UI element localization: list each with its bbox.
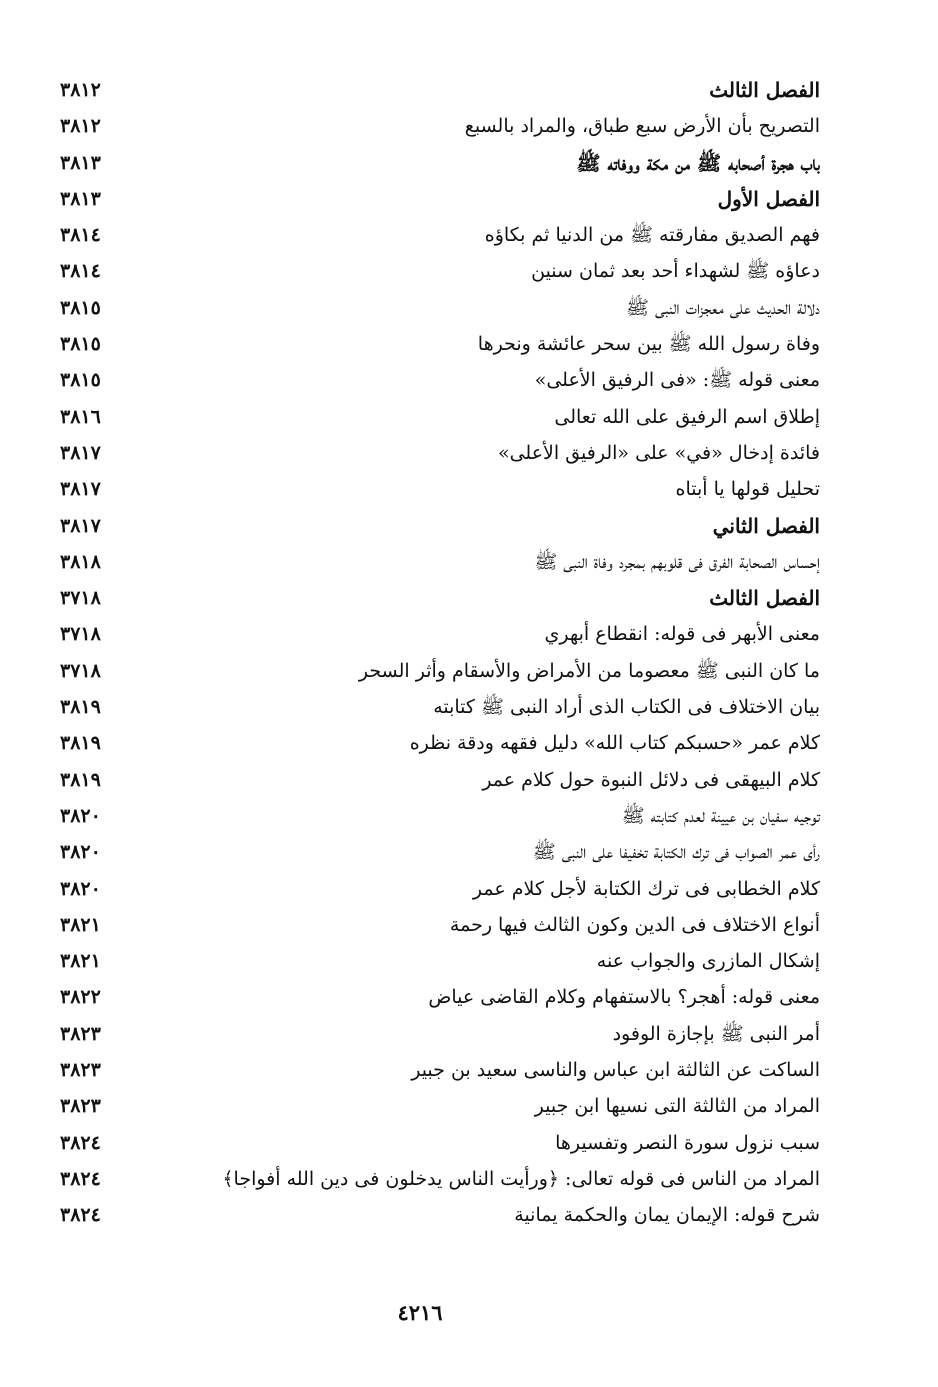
entry-title: رأى عمر الصواب فى ترك الكتابة تخفيفا على النبى ﷺ — [532, 841, 820, 864]
entry-title: المراد من الناس فى قوله تعالى: ﴿ورأيت الناس يدخلون فى دين الله أفواجا﴾ — [222, 1167, 820, 1190]
entry-page-number: ٣٨١٩ — [60, 732, 101, 755]
entry-title: أمر النبى ﷺ بإجازة الوفود — [612, 1022, 820, 1045]
toc-entry — [60, 108, 820, 144]
entry-title: معنى قوله ﷺ: «فى الرفيق الأعلى» — [534, 369, 820, 392]
entry-title: المراد من الثالثة التى نسيها ابن جبير — [534, 1095, 820, 1118]
entry-page-number: ٣٧١٨ — [60, 659, 101, 682]
entry-page-number: ٣٨٢٣ — [60, 1022, 101, 1045]
toc-entry — [60, 1125, 820, 1161]
toc-entry — [60, 544, 820, 580]
section-heading: الفصل الثالث — [709, 78, 820, 102]
toc-entry — [60, 1016, 820, 1052]
toc-entry — [60, 798, 820, 834]
entry-page-number: ٣٨١٤ — [60, 224, 101, 247]
toc-entry — [60, 181, 820, 217]
toc-entry — [60, 1197, 820, 1233]
entry-page-number: ٣٨١٧ — [60, 441, 101, 464]
entry-title: إطلاق اسم الرفيق على الله تعالى — [554, 405, 820, 428]
section-heading: الفصل الثالث — [709, 586, 820, 611]
toc-entry — [60, 907, 820, 943]
toc-entry — [60, 435, 820, 471]
toc-entry — [60, 762, 820, 798]
entry-page-number: ٣٨٢٤ — [60, 1167, 101, 1190]
entry-page-number: ٣٨١٢ — [60, 79, 101, 101]
entry-page-number: ٣٨٢٤ — [60, 1204, 101, 1227]
entry-title: ما كان النبى ﷺ معصوما من الأمراض والأسقام وأثر السحر — [358, 659, 820, 682]
toc-entry — [60, 979, 820, 1015]
toc-entry — [60, 1088, 820, 1124]
page-number: ٤٢١٦ — [397, 1300, 443, 1325]
entry-page-number: ٣٨٢٠ — [60, 841, 101, 864]
section-heading: الفصل الثاني — [712, 513, 820, 538]
section-heading: الفصل الأول — [717, 186, 820, 211]
entry-title: الساكت عن الثالثة ابن عباس والناسى سعيد بن جبير — [411, 1059, 820, 1082]
entry-title: شرح قوله: الإيمان يمان والحكمة يمانية — [514, 1204, 820, 1227]
entry-title: أنواع الاختلاف فى الدين وكون الثالث فيها رحمة — [449, 913, 820, 936]
toc-entry — [60, 834, 820, 870]
entry-page-number: ٣٨٢٣ — [60, 1059, 101, 1082]
entry-page-number: ٣٨١٩ — [60, 696, 101, 719]
entry-page-number: ٣٨٢٢ — [60, 986, 101, 1009]
entry-page-number: ٣٨١٩ — [60, 768, 101, 791]
entry-title: توجيه سفيان بن عيينة لعدم كتابته ﷺ — [621, 804, 820, 827]
toc-entry — [60, 1161, 820, 1197]
section-heading: باب هجرة أصحابه ﷺ من مكة ووفاته ﷺ — [576, 150, 820, 175]
toc-entry — [60, 326, 820, 362]
toc-entry — [60, 399, 820, 435]
entry-title: إحساس الصحابة الفرق فى قلوبهم بمجرد وفاة النبى ﷺ — [534, 550, 820, 573]
entry-page-number: ٣٨١٥ — [60, 333, 101, 356]
entry-title: معنى قوله: أهجر؟ بالاستفهام وكلام القاضى عياض — [428, 986, 820, 1009]
entry-page-number: ٣٨١٢ — [60, 115, 101, 138]
entry-title: كلام الخطابى فى ترك الكتابة لأجل كلام عمر — [472, 877, 820, 900]
toc-entry — [60, 508, 820, 544]
entry-title: سبب نزول سورة النصر وتفسيرها — [555, 1131, 820, 1154]
toc-entry — [60, 253, 820, 289]
toc-entry — [60, 471, 820, 507]
entry-page-number: ٣٨١٣ — [60, 151, 101, 174]
entry-title: تحليل قولها يا أبتاه — [675, 478, 820, 501]
toc-entry — [60, 725, 820, 761]
entry-page-number: ٣٨١٦ — [60, 405, 101, 428]
entry-page-number: ٣٨١٣ — [60, 187, 101, 210]
toc-entry — [60, 290, 820, 326]
toc-entry — [60, 689, 820, 725]
toc-entry — [60, 871, 820, 907]
entry-page-number: ٣٨٢٤ — [60, 1131, 101, 1154]
entry-page-number: ٣٨٢٣ — [60, 1095, 101, 1118]
entry-page-number: ٣٨١٥ — [60, 369, 101, 392]
entry-page-number: ٣٧١٨ — [60, 623, 101, 646]
entry-page-number: ٣٨٢١ — [60, 950, 101, 973]
entry-page-number: ٣٨١٨ — [60, 550, 101, 573]
toc-entry — [60, 217, 820, 253]
entry-title: بيان الاختلاف فى الكتاب الذى أراد النبى ﷺ كتابته — [433, 696, 820, 719]
entry-title: كلام البيهقى فى دلائل النبوة حول كلام عمر — [482, 768, 820, 791]
entry-page-number: ٣٨١٧ — [60, 478, 101, 501]
entry-page-number: ٣٨١٥ — [60, 296, 101, 319]
entry-title: إشكال المازرى والجواب عنه — [596, 950, 820, 973]
entry-page-number: ٣٨٢٠ — [60, 804, 101, 827]
entry-page-number: ٣٨٢٠ — [60, 877, 101, 900]
toc-entry — [60, 943, 820, 979]
entry-title: كلام عمر «حسبكم كتاب الله» دليل فقهه ودقة نظره — [409, 732, 820, 755]
entry-page-number: ٣٧١٨ — [60, 587, 101, 610]
toc-entry — [60, 1052, 820, 1088]
toc-entry — [60, 362, 820, 398]
toc-entry — [60, 145, 820, 181]
entry-page-number: ٣٨٢١ — [60, 913, 101, 936]
entry-page-number: ٣٨١٤ — [60, 260, 101, 283]
entry-title: وفاة رسول الله ﷺ بين سحر عائشة ونحرها — [477, 333, 820, 356]
table-of-contents — [60, 72, 820, 1234]
entry-title: دلالة الحديث على معجزات النبى ﷺ — [626, 296, 820, 319]
entry-page-number: ٣٨١٧ — [60, 514, 101, 537]
toc-entry — [60, 580, 820, 616]
toc-entry — [60, 653, 820, 689]
entry-title: معنى الأبهر فى قوله: انقطاع أبهري — [544, 623, 820, 646]
entry-title: فهم الصديق مفارقته ﷺ من الدنيا ثم بكاؤه — [484, 224, 820, 247]
entry-title: فائدة إدخال «في» على «الرفيق الأعلى» — [497, 441, 820, 464]
entry-title: دعاؤه ﷺ لشهداء أحد بعد ثمان سنين — [531, 260, 820, 283]
toc-entry — [60, 616, 820, 652]
entry-title: التصريح بأن الأرض سبع طباق، والمراد بالسبع — [464, 115, 820, 138]
toc-entry — [60, 72, 820, 108]
